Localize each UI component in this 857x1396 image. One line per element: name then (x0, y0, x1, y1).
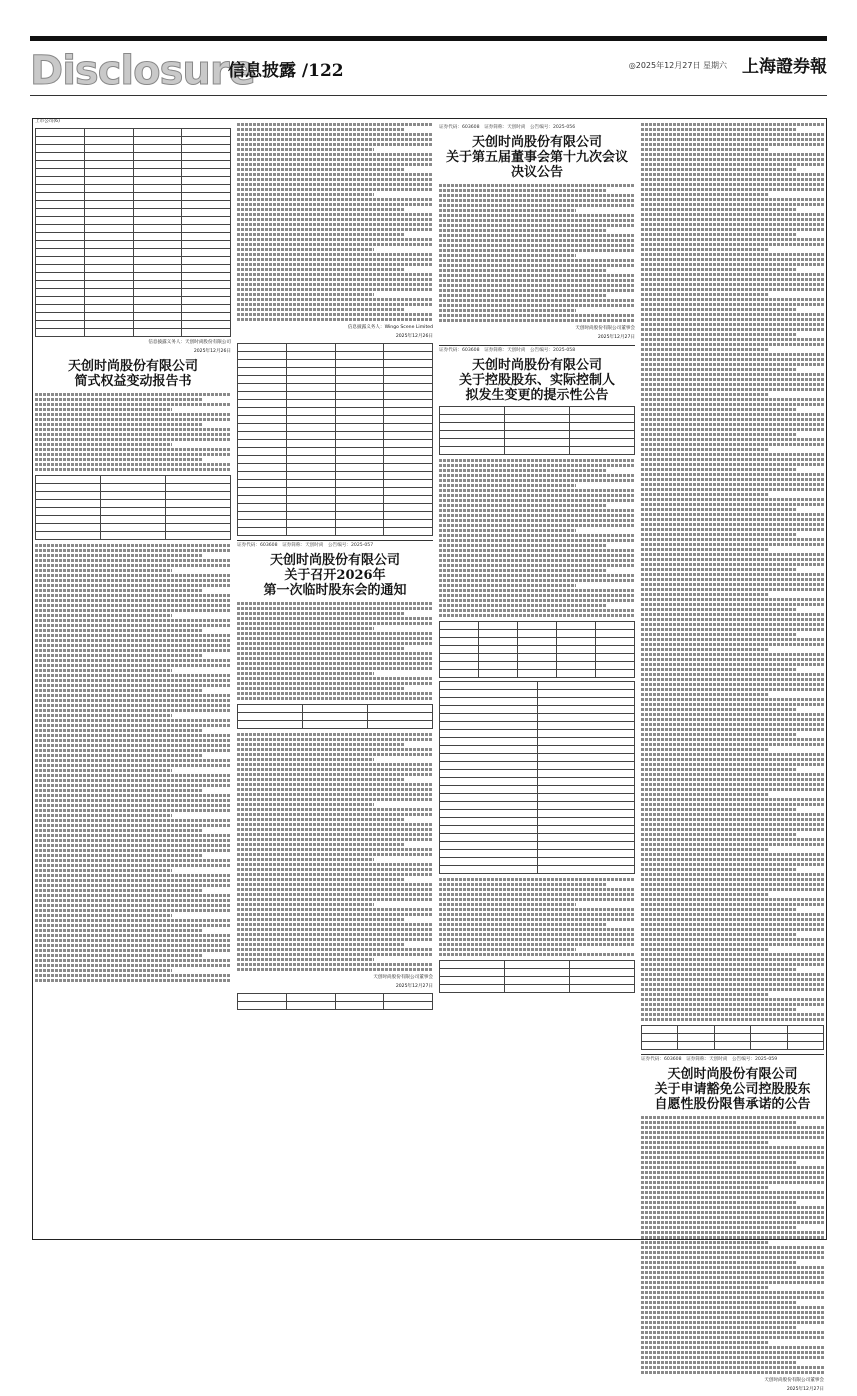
body-text (237, 123, 433, 321)
proposal-table (237, 704, 433, 729)
disclosure-table (35, 128, 231, 337)
signer: 信息披露义务人：天创时尚股份有限公司 (148, 340, 231, 345)
masthead-bottom-rule (30, 95, 827, 96)
report-title: 天创时尚股份有限公司 简式权益变动报告书 (67, 359, 198, 389)
notice-codes-2: 证券代码：603608 证券简称：天创时尚 公告编号：2025-058 (439, 345, 635, 354)
board-date: 2025年12月27日 (786, 1387, 824, 1392)
report-head-label: 上市公司(6) (35, 119, 60, 124)
newspaper-brand: 上海證券報 (742, 57, 827, 77)
board-date: 2025年12月27日 (395, 984, 433, 989)
notice-body (237, 602, 433, 700)
column-4 (641, 119, 824, 1396)
body-text-2 (35, 544, 231, 982)
board-signature: 天创时尚股份有限公司董事会 (764, 1378, 824, 1383)
page-frame (32, 118, 827, 1392)
transferee-table (439, 681, 635, 874)
sign-date: 2025年12月26日 (193, 349, 231, 354)
commitment-table (641, 1025, 824, 1050)
notice-codes: 证券代码：603608 证券简称：天创时尚 公告编号：2025-059 (641, 1054, 824, 1063)
board-resolution-title: 天创时尚股份有限公司 关于第五届董事会第十九次会议 决议公告 (445, 135, 628, 180)
column-3 (439, 119, 635, 996)
exemption-title: 天创时尚股份有限公司 关于申请豁免公司控股股东 自愿性股份限售承诺的公告 (654, 1067, 811, 1112)
issue-date: ◎2025年12月27日 星期六 (628, 61, 727, 70)
appendix-table (237, 343, 433, 536)
proxy-table (237, 993, 433, 1010)
control-change-title: 天创时尚股份有限公司 关于控股股东、实际控制人 拟发生变更的提示性公告 (458, 358, 615, 403)
shareholding-table (439, 621, 635, 678)
masthead-top-rule (30, 36, 827, 41)
notice-codes-1: 证券代码：603608 证券简称：天创时尚 公告编号：2025-056 (439, 125, 576, 130)
body-text (35, 393, 231, 471)
control-change-body-2 (439, 878, 635, 956)
notice-codes: 证券代码：603608 证券简称：天创时尚 公告编号：2025-057 (237, 540, 433, 549)
board-signature-1: 天创时尚股份有限公司董事会 (575, 326, 635, 331)
sign-date: 2025年12月26日 (395, 334, 433, 339)
parties-table (439, 406, 635, 455)
finance-table (439, 960, 635, 993)
body-text (641, 123, 824, 1021)
board-date-1: 2025年12月27日 (597, 335, 635, 340)
section-title: 信息披露 /122 (228, 61, 344, 81)
resolution-body (439, 184, 635, 322)
section-logo: Disclosure (30, 48, 255, 94)
notice-body-2 (237, 733, 433, 971)
column-2 (237, 119, 433, 1013)
column-1 (35, 119, 231, 986)
notice-title: 天创时尚股份有限公司 关于召开2026年 第一次临时股东会的通知 (263, 553, 407, 598)
signer: 信息披露义务人：Wingo Scene Limited (347, 325, 433, 330)
holder-table (35, 475, 231, 540)
board-signature: 天创时尚股份有限公司董事会 (373, 975, 433, 980)
control-change-body (439, 459, 635, 617)
exemption-body (641, 1116, 824, 1374)
masthead (30, 44, 827, 94)
